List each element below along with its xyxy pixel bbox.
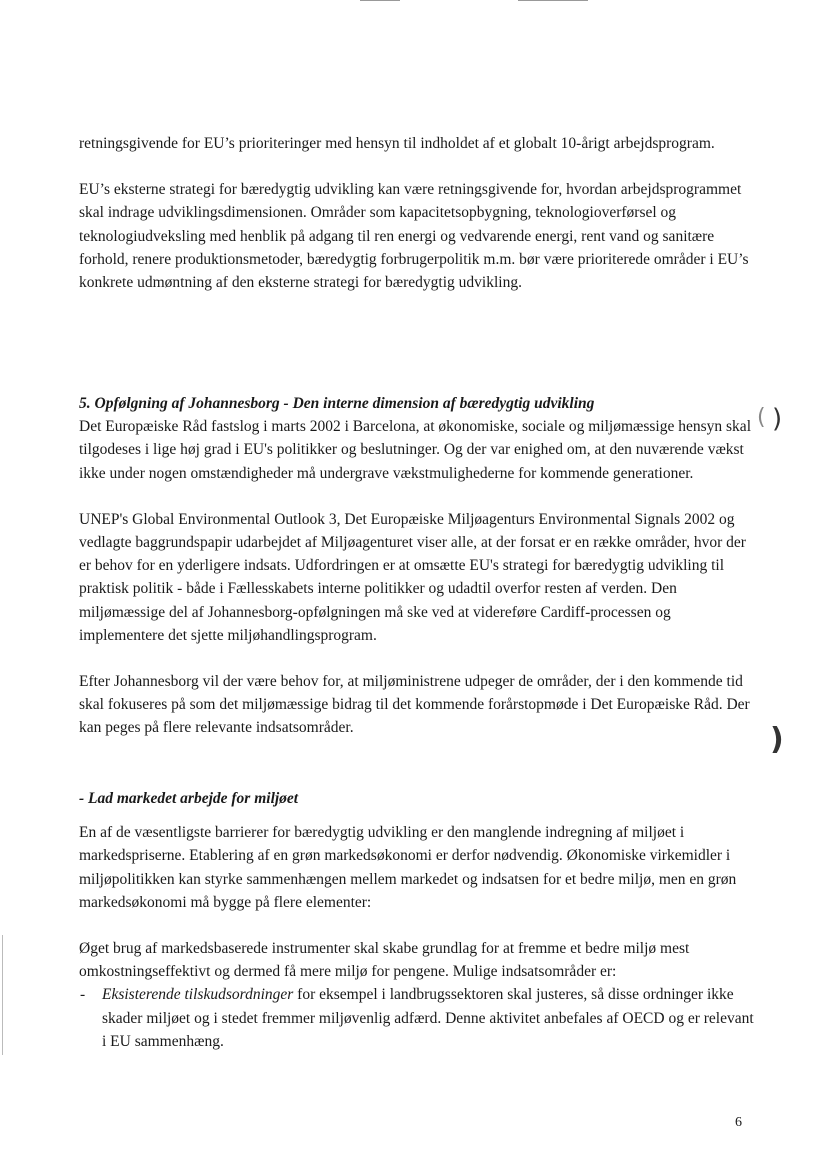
scan-left-line: [2, 935, 3, 1055]
list-item: [79, 983, 759, 1053]
paragraph-barcelona: Det Europæiske Råd fastslog i marts 2002 i Barcelona, at økonomiske, sociale og miljømæssige hensyn skal tilgodeses i lige høj grad i EU's politikker og beslutninger. Og der var enighed om, at den nuværende vækst ikke under nogen omstændigheder må undergrave vækstmulighederne for kommende generationer.: [79, 418, 751, 482]
subheading-market: - Lad markedet arbejde for miljøet: [79, 790, 299, 807]
text-column-section5: [79, 392, 759, 740]
punch-hole-mark: (: [757, 405, 766, 430]
punch-hole-mark: ): [772, 404, 783, 434]
bullet-text: for eksempel i landbrugssektoren skal justeres, så disse ordninger ikke skader miljøet og i stedet fremmer miljøvenlig adfærd. Denne aktivitet anbefales af OECD og er relevant i EU sammenhæng.: [102, 986, 754, 1050]
paragraph-continuation: retningsgivende for EU’s prioriteringer med hensyn til indholdet af et globalt 10-årigt arbejdsprogram.: [79, 135, 715, 152]
section-heading-5: 5. Opfølgning af Johannesborg - Den interne dimension af bæredygtig udvikling: [79, 395, 595, 412]
paragraph-unep: UNEP's Global Environmental Outlook 3, Det Europæiske Miljøagenturs Environmental Signals 2002 og vedlagte baggrundspapir udarbejdet af Miljøagenturet viser alle, at der forsat er en række områder, hvor der er behov for en yderligere indsats. Udfordringen er at omsætte EU's strategi for bæredygtig udvikling til praktisk politik - både i Fællesskabets interne politikker og udadtil overfor resten af verden. Den miljømæssige del af Johannesborg-opfølgningen må ske ved at videreføre Cardiff-processen og implementere det sjette miljøhandlingsprogram.: [79, 510, 746, 644]
paragraph-barriers: En af de væsentligste barrierer for bæredygtig udvikling er den manglende indregning af miljøet i markedspriserne. Etablering af en grøn markedsøkonomi er derfor nødvendig. Økonomiske virkemidler i miljøpolitikken kan styrke sammenhængen mellem markedet og indsatsen for et bedre miljø, men en grøn markedsøkonomi må bygge på flere elementer:: [79, 824, 737, 911]
bullet-dash: -: [80, 986, 86, 1004]
scan-top-line: [360, 0, 400, 1]
bullet-emphasis: Eksisterende tilskudsordninger: [102, 986, 294, 1004]
page-number: 6: [735, 1115, 742, 1130]
punch-hole-mark: ): [770, 722, 784, 757]
text-column-market: [79, 787, 759, 1053]
paragraph-external-strategy: EU’s eksterne strategi for bæredygtig udvikling kan være retningsgivende for, hvordan arbejdsprogrammet skal indrage udviklingsdimensionen. Områder som kapacitetsopbygning, teknologioverførsel og teknologiudveksling med henblik på adgang til ren energi og vedvarende energi, rent vand og sanitære forhold, renere produktionsmetoder, bæredygtig forbrugerpolitik m.m. bør være prioriterede områder i EU’s konkrete udmøntning af den eksterne strategi for bæredygtig udvikling.: [79, 181, 749, 292]
paragraph-market-instruments: Øget brug af markedsbaserede instrumenter skal skabe grundlag for at fremme et bedre miljø mest omkostningseffektivt og dermed få mere miljø for pengene. Mulige indsatsområder er:: [79, 940, 690, 981]
text-column-top: [79, 132, 759, 294]
scan-top-line: [518, 0, 588, 1]
paragraph-after-johannesborg: Efter Johannesborg vil der være behov for, at miljøministrene udpeger de områder, der i den kommende tid skal fokuseres på som det miljømæssige bidrag til det kommende forårstopmøde i Det Europæiske Råd. Der kan peges på flere relevante indsatsområder.: [79, 673, 750, 737]
bullet-list: [79, 983, 759, 1053]
